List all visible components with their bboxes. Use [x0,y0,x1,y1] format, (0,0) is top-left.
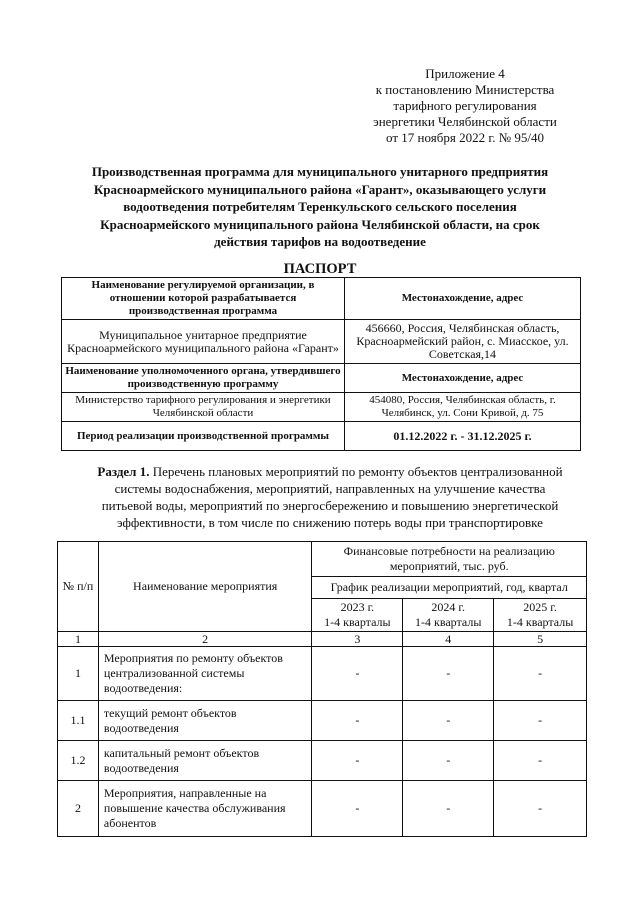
table-row [58,701,587,741]
row-value-2024: - [403,647,494,701]
year-header [494,599,587,632]
appendix-block [360,66,570,146]
location-header-cell: Местонахождение, адрес [345,278,581,320]
row-value-2024: - [403,781,494,837]
title-line: Производственная программа для муниципального унитарного предприятия [91,164,549,179]
appendix-line: Приложение 4 [425,66,505,81]
title-line: водоотведения потребителям Теренкульского сельского поселения [123,199,517,214]
section-line: питьевой воды, мероприятий по энергосбережению и повышению энергетической [101,498,559,513]
org-header-cell: Наименование регулируемой организации, в отношении которой разрабатывается производственная программа [62,278,345,320]
passport-heading: ПАСПОРТ [283,261,357,277]
column-number: 1 [58,632,99,647]
table-row [58,647,587,701]
section-line: системы водоснабжения, мероприятий, направленных на улучшение качества [114,481,546,496]
appendix-line: энергетики Челябинской области [373,114,557,129]
col-finance-header: Финансовые потребности на реализацию мероприятий, тыс. руб. [312,542,587,577]
table-row [58,781,587,837]
column-number: 3 [312,632,403,647]
year-label: 2024 г. [431,600,465,614]
year-header [403,599,494,632]
row-value-2023: - [312,647,403,701]
row-name: капитальный ремонт объектов водоотведения [98,741,312,781]
quarter-label: 1-4 кварталы [324,615,391,629]
row-name: Мероприятия по ремонту объектов централизованной системы водоотведения: [98,647,312,701]
row-value-2023: - [312,741,403,781]
title-line: Красноармейского муниципального района Челябинской области, на срок [100,216,540,232]
row-num: 2 [58,781,99,837]
title-line: действия тарифов на водоотведение [214,234,426,249]
authority-location-header-cell: Местонахождение, адрес [345,364,581,393]
quarter-label: 1-4 кварталы [506,615,574,629]
table-row [58,741,587,781]
col-num-header: № п/п [58,542,99,632]
row-value-2024: - [403,701,494,741]
authority-header-cell: Наименование уполномоченного органа, утвердившего производственную программу [62,364,345,393]
period-value-cell: 01.12.2022 г. - 31.12.2025 г. [345,422,581,451]
section-1-heading [70,463,590,531]
section-label: Раздел 1. [97,464,150,479]
row-name: Мероприятия, направленные на повышение качества обслуживания абонентов [98,781,312,837]
column-number: 5 [494,632,587,647]
row-value-2025: - [494,781,587,837]
period-header-cell: Период реализации производственной программы [62,422,345,451]
col-name-header: Наименование мероприятия [98,542,312,632]
row-num: 1.2 [58,741,99,781]
authority-name-cell: Министерство тарифного регулирования и энергетики Челябинской области [62,393,345,422]
row-value-2025: - [494,647,587,701]
row-value-2025: - [494,701,587,741]
year-header [312,599,403,632]
org-name-cell: Муниципальное унитарное предприятие Красноармейского муниципального района «Гарант» [62,320,345,364]
year-label: 2025 г. [523,600,557,614]
passport-table [61,277,581,451]
col-schedule-header: График реализации мероприятий, год, квартал [312,577,587,599]
measures-table [57,541,587,837]
row-value-2024: - [403,741,494,781]
section-line: эффективности, в том числе по снижению потерь воды при транспортировке [117,515,543,530]
year-label: 2023 г. [340,600,375,614]
title-line: Красноармейского муниципального района «Гарант», оказывающего услуги [93,181,547,197]
row-value-2023: - [312,781,403,837]
row-num: 1 [58,647,99,701]
appendix-line: тарифного регулирования [393,98,537,113]
authority-address-cell: 454080, Россия, Челябинская область, г. Челябинск, ул. Сони Кривой, д. 75 [345,393,581,422]
section-line: Перечень плановых мероприятий по ремонту объектов централизованной [149,464,563,479]
appendix-line: от 17 ноября 2022 г. № 95/40 [386,130,544,145]
column-number: 2 [98,632,312,647]
quarter-label: 1-4 кварталы [415,615,482,629]
row-value-2023: - [312,701,403,741]
column-number: 4 [403,632,494,647]
org-address-cell: 456660, Россия, Челябинская область, Красноармейский район, с. Миасское, ул. Советская,14 [345,320,581,364]
appendix-line: к постановлению Министерства [375,82,555,97]
row-name: текущий ремонт объектов водоотведения [98,701,312,741]
row-num: 1.1 [58,701,99,741]
document-title [70,163,570,251]
row-value-2025: - [494,741,587,781]
